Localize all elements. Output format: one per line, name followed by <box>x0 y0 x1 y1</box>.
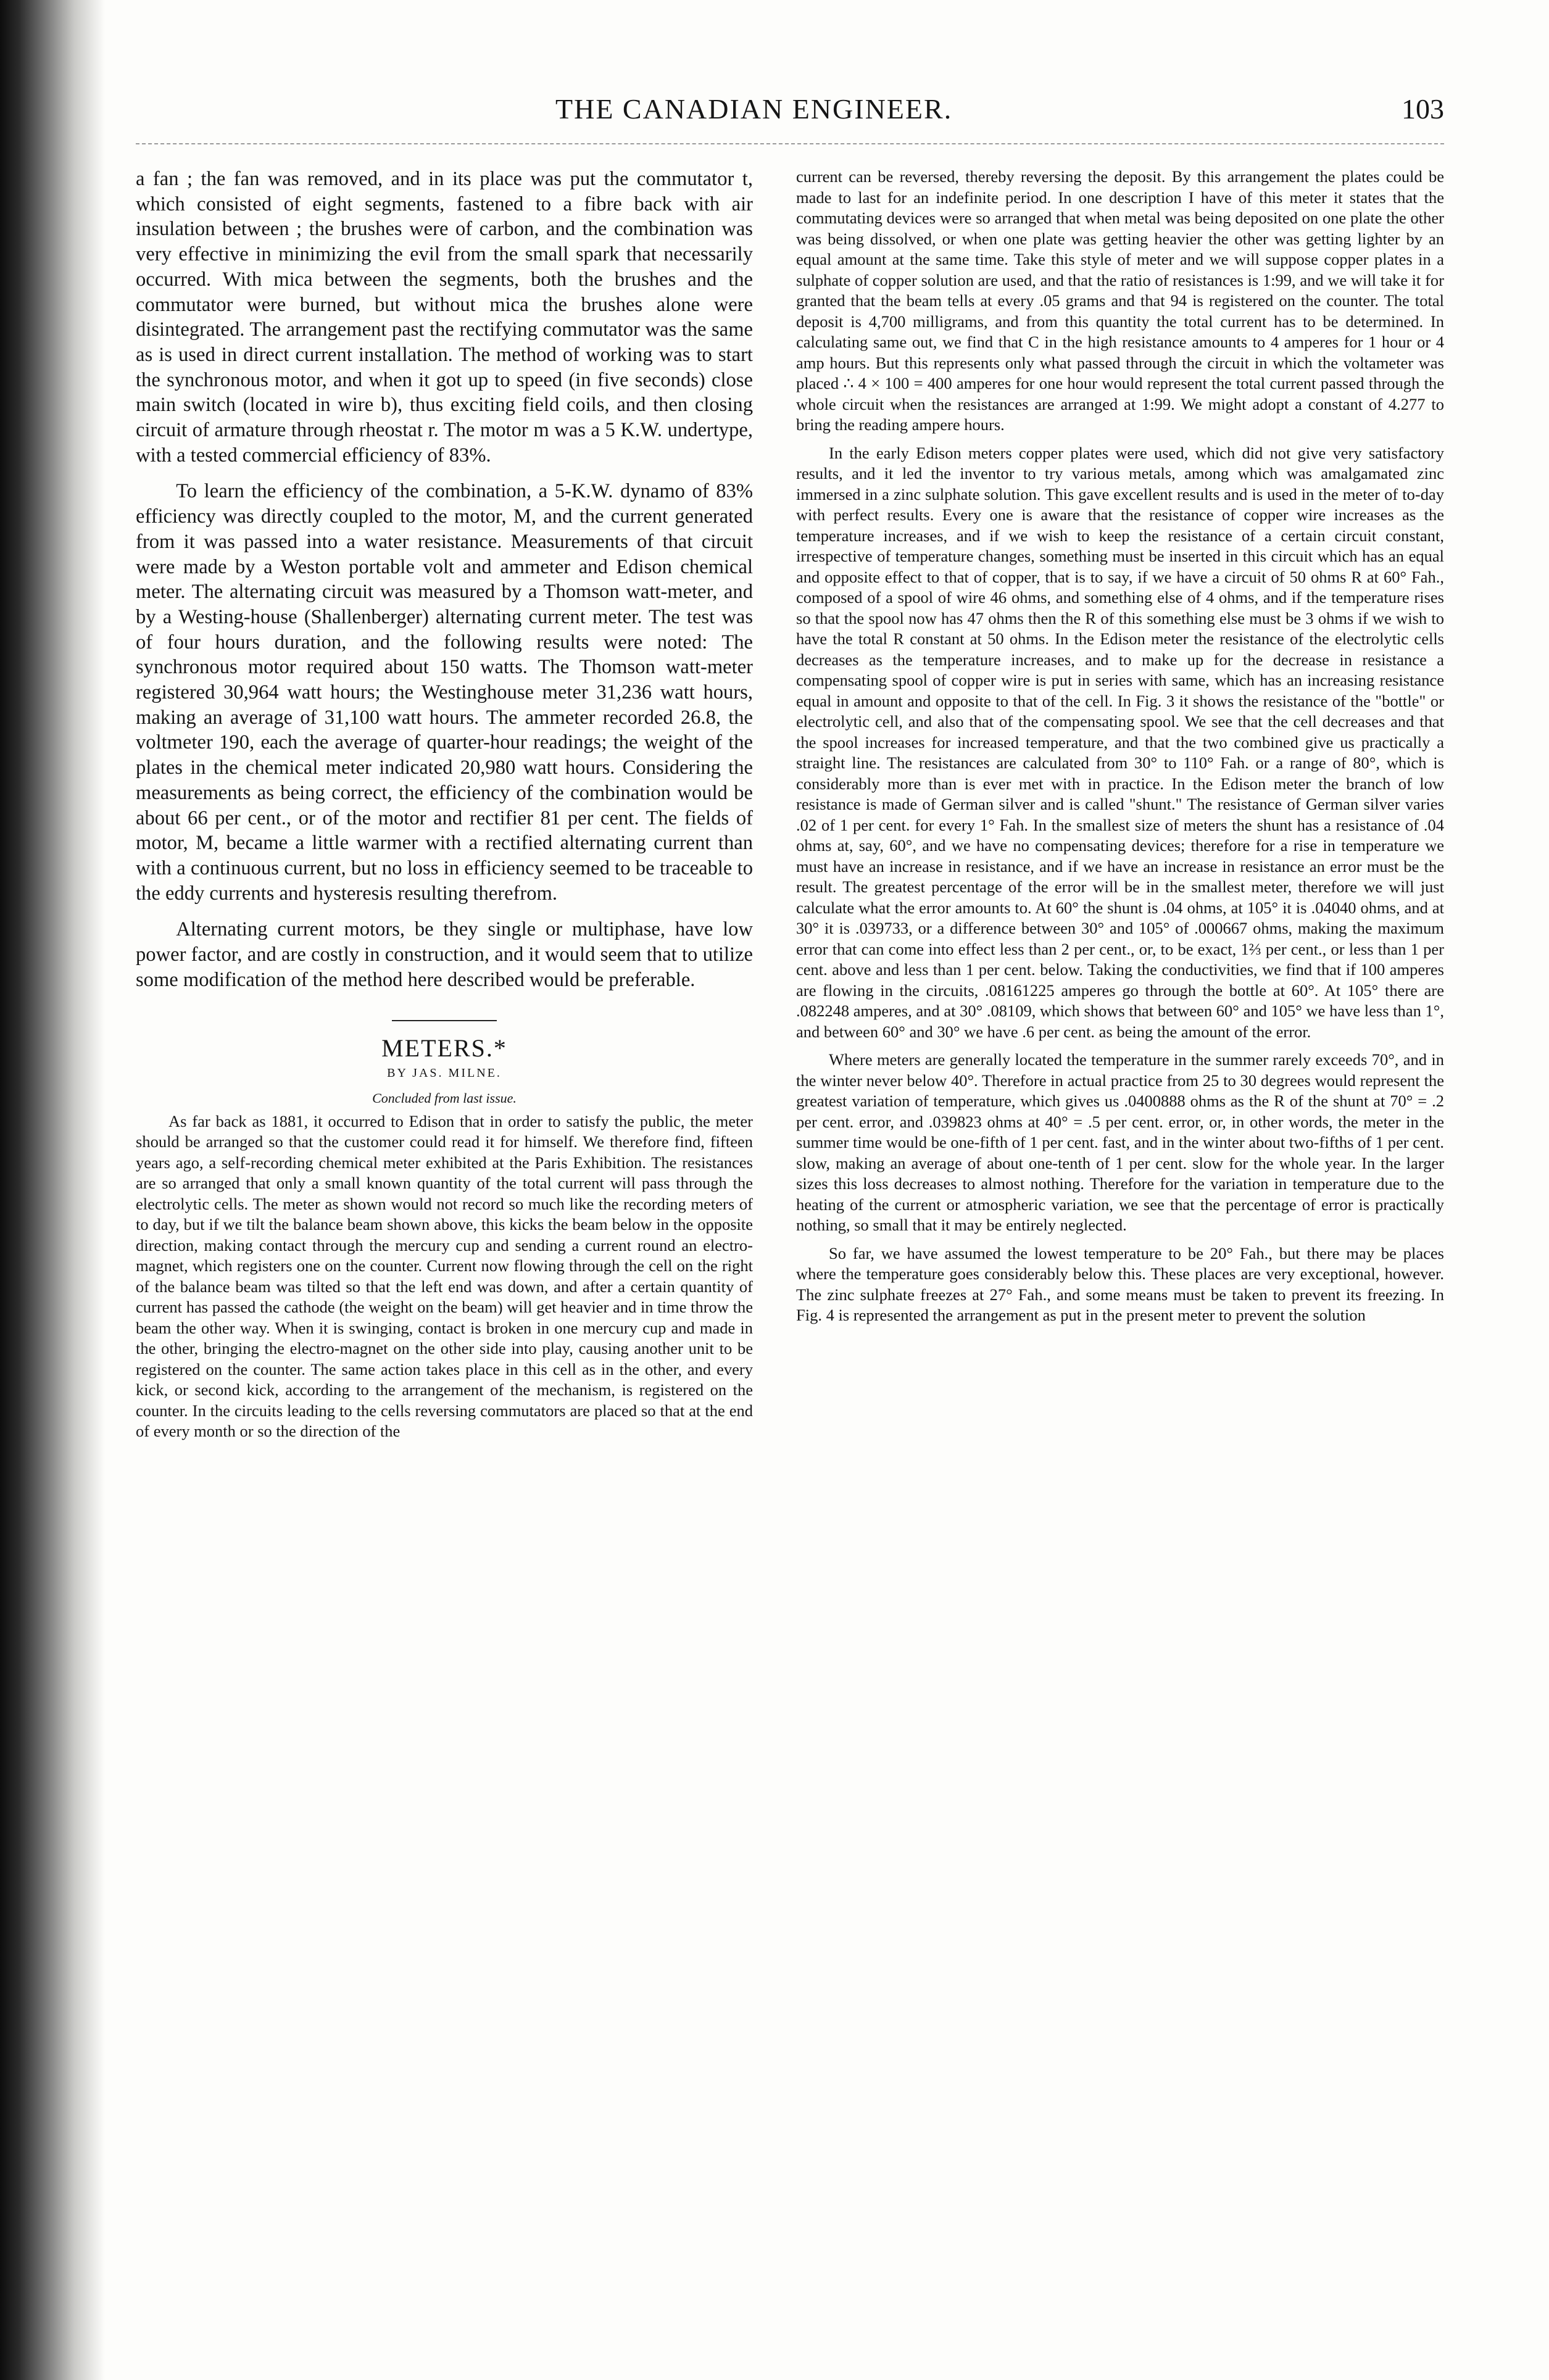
right-paragraph-4: So far, we have assumed the lowest temperature to be 20° Fah., but there may be places where the temperature goes considerably below this. These places are very exceptional, however. The zinc sulphate freezes at 27° Fah., and some means must be taken to prevent its freezing. In Fig. 4 is represented the arrangement as put in the present meter to prevent the solution <box>796 1243 1444 1324</box>
continued-note: Concluded from last issue. <box>372 1090 517 1106</box>
left-paragraph-1: a fan ; the fan was removed, and in its place was put the commutator t, which consisted of eight segments, fastened to a fibre back with air insulation between ; the brushes were of carbon, and the combination was very effective in minimizing the evil from the small spark that necessarily occurred. With mica between the segments, both the brushes and the commutator were burned, but without mica the brushes alone were disintegrated. The arrangement past the rectifying commutator was the same as is used in direct current installation. The method of working was to start the synchronous motor, and when it got up to speed (in five seconds) close main switch (located in wire b), thus exciting field coils, and then closing circuit of armature through rheostat r. The motor m was a 5 K.W. undertype, with a tested commercial efficiency of 83%. <box>136 168 753 466</box>
binding-edge-scan-shadow <box>0 0 105 2380</box>
section-title: METERS.* <box>381 1034 507 1062</box>
right-column <box>796 167 1444 1326</box>
page-header <box>136 93 1444 136</box>
section-divider <box>392 1020 497 1021</box>
left-paragraph-3: Alternating current motors, be they single or multiphase, have low power factor, and are costly in construction, and it would seem that to utilize some modification of the method here described would be preferable. <box>136 918 753 991</box>
page-number: 103 <box>1402 93 1444 125</box>
right-paragraph-2: In the early Edison meters copper plates were used, which did not give very satisfactory results, and it led the inventor to try various metals, among which was amalgamated zinc immersed in a zinc sulphate solution. This gave excellent results and is used in the meter of to-day with perfect results. Every one is aware that the resistance of copper wire increases as the temperature increases, and if we wish to keep the resistance of a certain circuit constant, irrespective of temperature changes, something must be inserted in this circuit which has an equal and opposite effect to that of copper, that is to say, if we have a circuit of 50 ohms R at 60° Fah., composed of a spool of wire 46 ohms, and something else of 4 ohms, and if the temperature rises so that the spool now has 47 ohms then the R of this something else must be 3 ohms if we wish to have the total R constant at 50 ohms. In the Edison meter the resistance of the electrolytic cells decreases as the temperature increases, and to make up for the decrease in resistance a compensating spool of copper wire is put in series with same, which has an increasing resistance equal in amount and opposite to that of the cell. In Fig. 3 it shows the resistance of the "bottle" or electrolytic cell, and also that of the compensating spool. We see that the cell decreases and that the spool increases for increased temperature, and that the two combined give us practically a straight line. The resistances are calculated from 30° to 110° Fah. or a range of 80°, which is considerably more than is ever met with in practice. In the Edison meter the branch of low resistance is made of German silver and is called "shunt." The resistance of German silver varies .02 of 1 per cent. for every 1° Fah. In the smallest size of meters the shunt has a resistance of .04 ohms at, say, 60°, and we have no compensating devices; therefore for a rise in temperature we must have an increase in resistance, and if we have an increase in resistance an error must be the result. The greatest percentage of the error will be in the smallest meter, therefore we will just calculate what the error amounts to. At 60° the shunt is .04 ohms, at 105° it is .04040 ohms, and at 30° it is .039733, or a difference between 30° and 105° of .000667 ohms, making the maximum error that can come into effect less than 2 per cent., or, to be exact, 1⅔ per cent., or less than 1 per cent. above and less than 1 per cent. below. Taking the conductivities, we find that if 100 amperes are flowing in the circuits, .08161225 amperes go through the bottle at 60°. At 105° there are .082248 amperes, and at 30° .08109, which shows that between 60° and 105° we have less than 1°, and between 60° and 30° we have .6 per cent. as being the amount of the error. <box>796 443 1444 1041</box>
meters-article-start <box>136 1111 753 1442</box>
header-rule <box>136 143 1444 144</box>
running-title: THE CANADIAN ENGINEER. <box>555 93 953 125</box>
right-paragraph-3: Where meters are generally located the temperature in the summer rarely exceeds 70°, and in the winter never below 40°. Therefore in actual practice from 25 to 30 degrees would represent the greatest variation of temperature, which gives us .0400888 ohms as the R of the shunt at 70° = .2 per cent. error, and .039823 ohms at 40° = .5 per cent. error, or, in other words, the meter in the summer time would be one-fifth of 1 per cent. fast, and in the winter about two-fifths of 1 per cent. slow, making an average of about one-tenth of 1 per cent. slow for the whole year. In the larger sizes this loss decreases to almost nothing. Therefore for the variation in temperature due to the heating of the current or atmospheric variation, we see that the percentage of error is practically nothing, so small that it may be entirely neglected. <box>796 1050 1444 1234</box>
left-column <box>136 167 753 1442</box>
byline: BY JAS. MILNE. <box>387 1066 502 1080</box>
left-paragraph-2: To learn the efficiency of the combination, a 5-K.W. dynamo of 83% efficiency was directly coupled to the motor, M, and the current generated from it was passed into a water resistance. Measurements of that circuit were made by a Weston portable volt and ammeter and Edison chemical meter. The alternating circuit was measured by a Thomson watt-meter, and by a Westing-house (Shallenberger) alternating current meter. The test was of four hours duration, and the following results were noted: The synchronous motor required about 150 watts. The Thomson watt-meter registered 30,964 watt hours; the Westinghouse meter 31,236 watt hours, making an average of 31,100 watt hours. The ammeter recorded 26.8, the voltmeter 190, each the average of quarter-hour readings; the weight of the plates in the chemical meter indicated 20,980 watt hours. Considering the measurements as being correct, the efficiency of the combination would be about 66 per cent., or of the motor and rectifier 81 per cent. The fields of motor, M, became a little warmer with a rectified alternating current than with a continuous current, but no loss in efficiency seemed to be traceable to the eddy currents and hysteresis resulting therefrom. <box>136 480 753 905</box>
left-paragraph-4: As far back as 1881, it occurred to Edison that in order to satisfy the public, the meter should be arranged so that the customer could read it for himself. We therefore find, fifteen years ago, a self-recording chemical meter exhibited at the Paris Exhibition. The resistances are so arranged that only a small known quantity of the total current will pass through the electrolytic cells. The meter as shown would not record so much like the recording meters of to day, but if we tilt the balance beam shown above, this kicks the beam below in the opposite direction, making contact through the mercury cup and sending a current round an electro-magnet, which registers one on the counter. Current now flowing through the cell on the right of the balance beam was tilted so that the left end was down, and after a certain quantity of current has passed the cathode (the weight on the beam) will get heavier and in time throw the beam the other way. When it is swinging, contact is broken in one mercury cup and made in the other, bringing the electro-magnet on the other side into play, causing another unit to be registered on the counter. The same action takes place in this cell as in the other, and every kick, or second kick, according to the arrangement of the mechanism, is registered on the counter. In the circuits leading to the cells reversing commutators are placed so that at the end of every month or so the direction of the <box>136 1111 753 1441</box>
right-paragraph-1: current can be reversed, thereby reversing the deposit. By this arrangement the plates could be made to last for an indefinite period. In one description I have of this meter it states that the commutating devices were so arranged that when metal was being deposited on one plate the other was being dissolved, or when one plate was getting heavier the other was getting lighter by an equal amount at the same time. Take this style of meter and we will suppose copper plates in a sulphate of copper solution are used, and that the ratio of resistances is 1:99, and we will take it for granted that the beam tells at every .05 grams and that 94 is registered on the counter. The total deposit is 4,700 milligrams, and from this quantity the total current has to be determined. In calculating same out, we find that C in the high resistance amounts to 4 amperes for 1 hour or 4 amp hours. But this represents only what passed through the circuit in which the voltameter was placed ∴ 4 × 100 = 400 amperes for one hour would represent the total current passed through the whole circuit when the resistances are arranged at 1:99. We might adopt a constant of 4.277 to bring the reading ampere hours. <box>796 167 1444 434</box>
